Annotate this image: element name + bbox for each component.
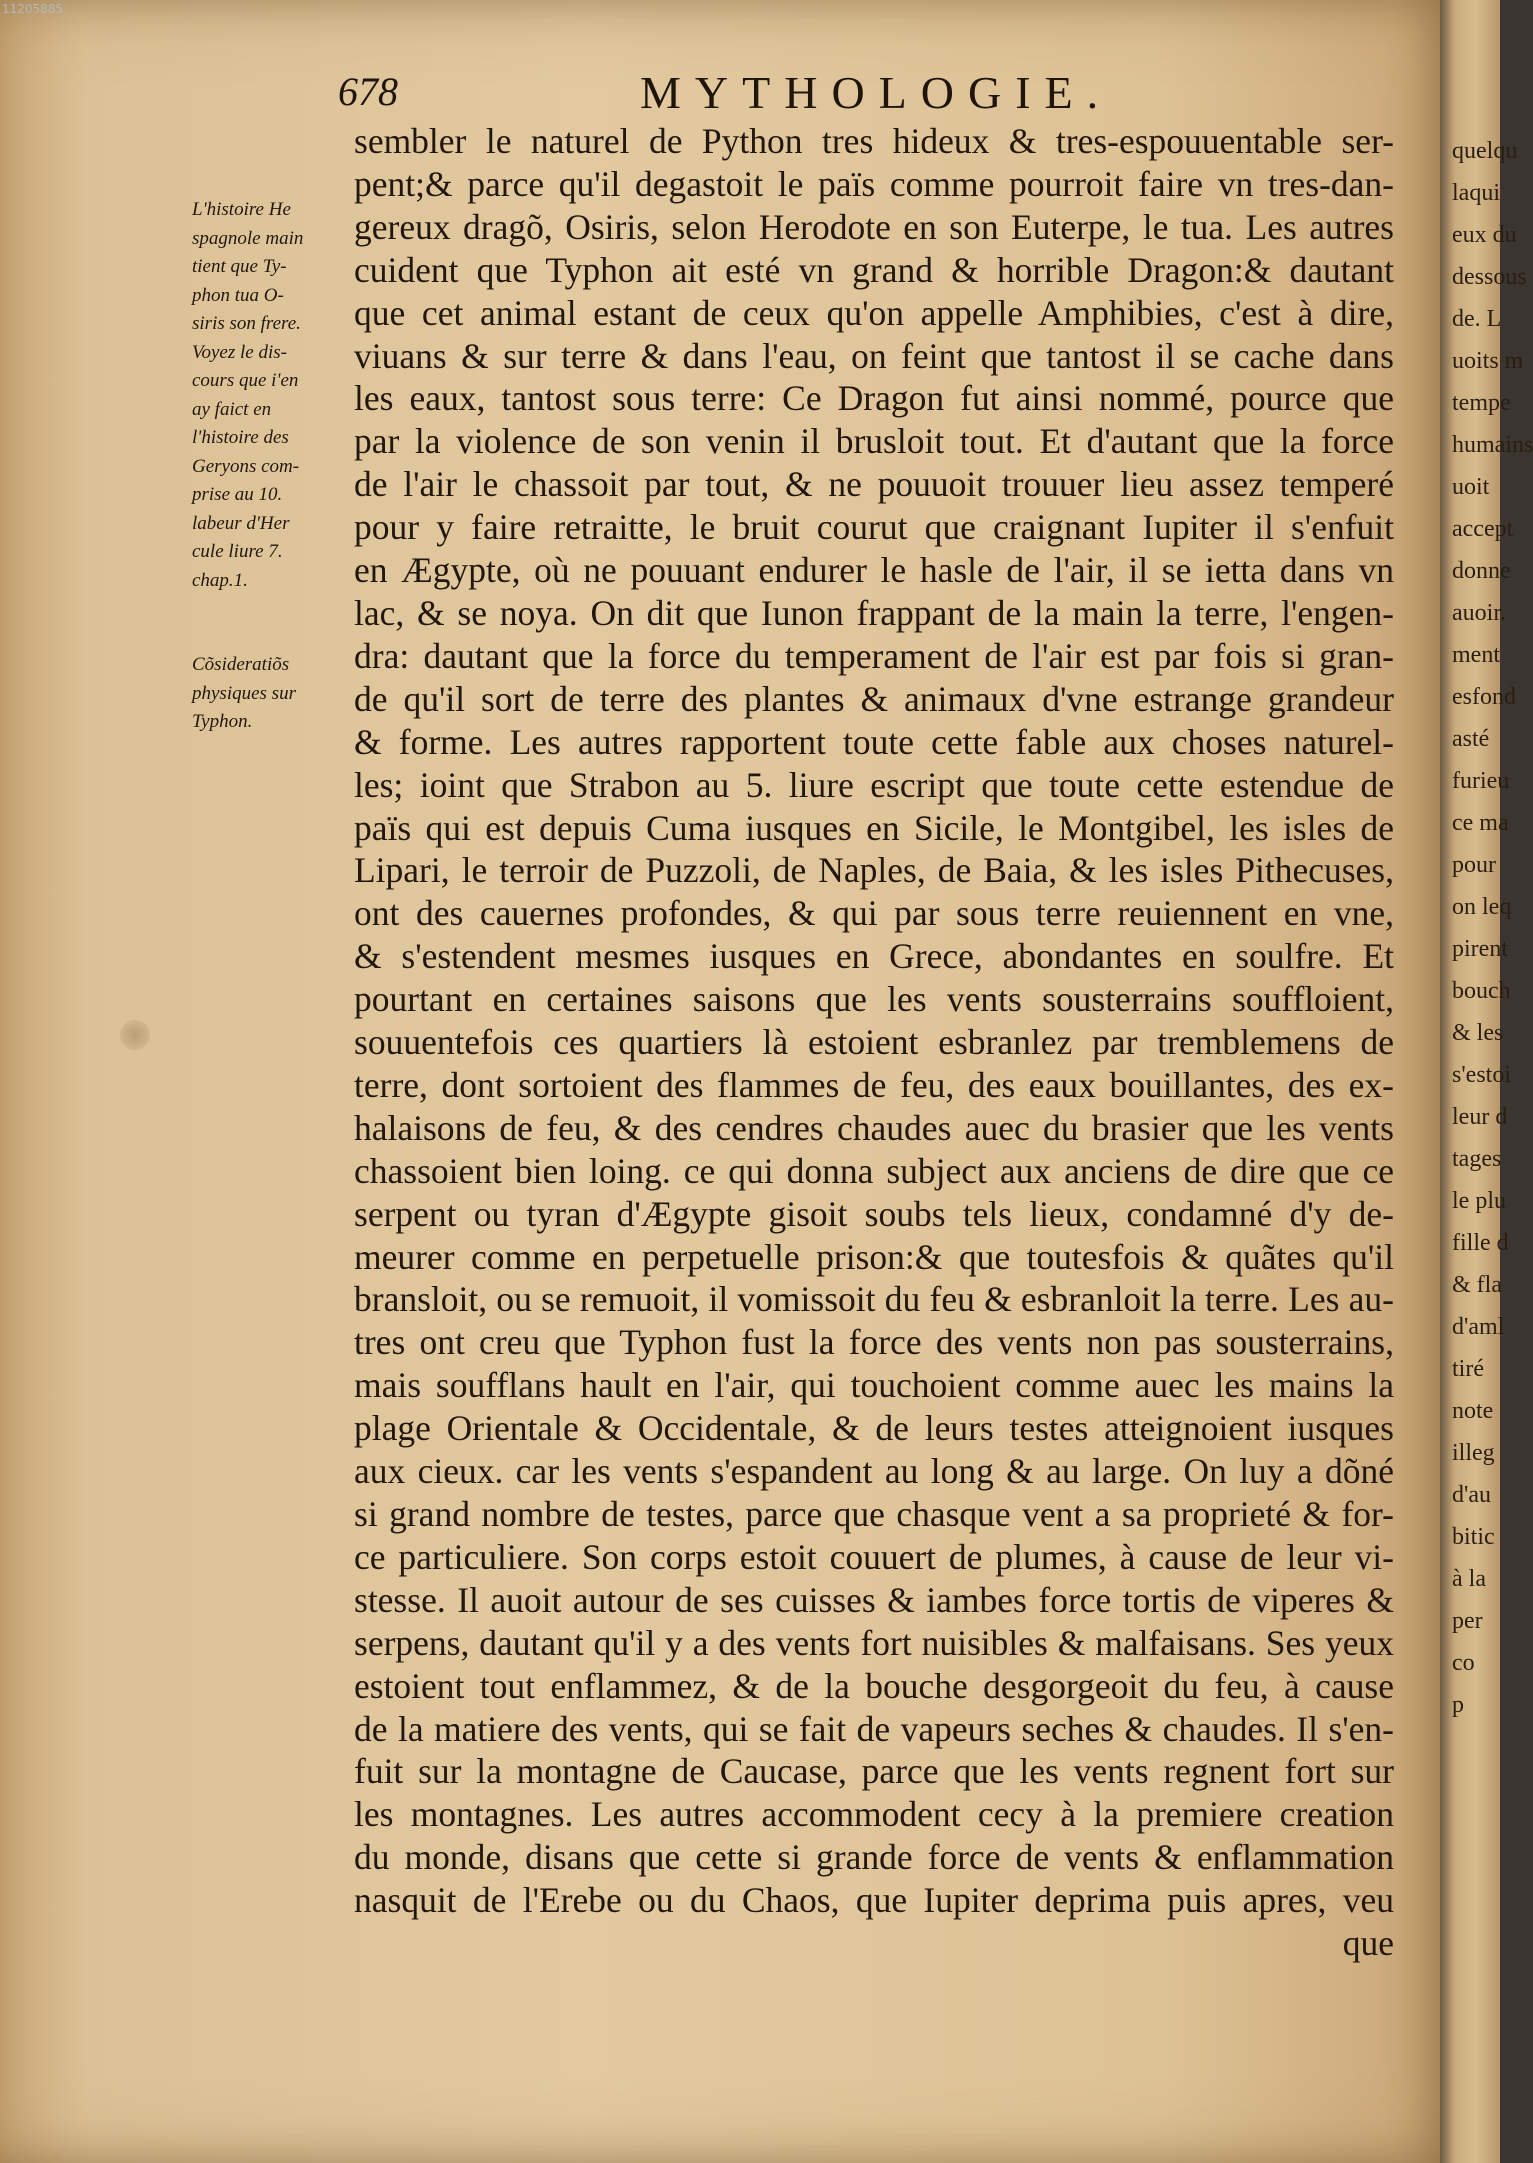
adjacent-fragment: uoits m [1452,348,1524,374]
margin-note-line: tient que Ty- [192,256,287,277]
adjacent-fragment: accept [1452,516,1514,542]
text-line: de la matiere des vents, qui se fait de vapeurs seches & chaudes. Il s'en- [354,1708,1394,1749]
text-line: plage Orientale & Occidentale, & de leurs testes atteignoient iusques [354,1408,1394,1449]
running-head: MYTHOLOGIE. [640,67,1113,118]
adjacent-fragment: pirent [1452,936,1508,962]
adjacent-fragment: co [1452,1650,1475,1676]
margin-note-line: Voyez le dis- [192,341,287,363]
adjacent-fragment: d'aml [1452,1314,1505,1340]
adjacent-fragment: tempe [1452,390,1511,416]
adjacent-fragment: dessous [1452,264,1527,290]
margin-note-line: ay faict en [192,398,272,420]
text-line: Lipari, le terroir de Puzzoli, de Naples, de Baia, & les isles Pithecuses, [354,850,1394,891]
text-line: dra: dautant que la force du temperament de l'air est par fois si gran- [354,635,1394,676]
margin-note-line: spagnole main [192,227,304,249]
text-line: de l'air le chassoit par tout, & ne pouuoit trouuer lieu assez temperé [354,464,1394,505]
adjacent-fragment: furieu [1452,768,1510,794]
text-line: pour y faire retraitte, le bruit courut que craignant Iupiter il s'enfuit [354,507,1394,548]
text-line: en Ægypte, où ne pouuant endurer le hasle de l'air, il se ietta dans vn [354,550,1394,591]
text-line: gereux dragõ, Osiris, selon Herodote en son Euterpe, le tua. Les autres [354,206,1394,247]
margin-note-line: cule liure 7. [192,541,283,562]
margin-note-line: physiques sur [192,682,296,704]
adjacent-fragment: le plu [1452,1188,1506,1214]
text-line: souuentefois ces quartiers là estoient esbranlez par tremblemens de [354,1022,1394,1063]
text-line: terre, dont sortoient des flammes de feu, des eaux bouillantes, des ex- [354,1064,1394,1105]
adjacent-fragment: ce ma [1452,810,1509,836]
adjacent-fragment: de. L [1452,306,1502,332]
text-line: serpent ou tyran d'Ægypte gisoit soubs tels lieux, condamné d'y de- [354,1193,1394,1234]
text-line: que [1342,1923,1394,1964]
text-line: aux cieux. car les vents s'espandent au long & au large. On luy a dõné [354,1451,1394,1492]
adjacent-fragment: donne [1452,558,1511,584]
adjacent-fragment: s'estoi [1452,1062,1511,1088]
text-line: ont des cauernes profondes, & qui par sous terre reuiennent en vne, [354,893,1394,934]
text-line: nasquit de l'Erebe ou du Chaos, que Iupiter deprima puis apres, veu [354,1880,1394,1921]
margin-note-line: Cõsideratiõs [192,654,290,675]
text-line: si grand nombre de testes, parce que chasque vent a sa proprieté & for- [354,1494,1394,1534]
margin-note-line: cours que i'en [192,370,299,391]
scan-id: 11205885 [2,2,64,16]
text-line: païs qui est depuis Cuma iusques en Sicile, le Montgibel, les isles de [354,807,1394,848]
margin-note-line: L'histoire He [192,199,291,220]
text-line: stesse. Il auoit autour de ses cuisses & iambes force tortis de viperes & [354,1579,1394,1620]
text-line: ce particuliere. Son corps estoit couuert de plumes, à cause de leur vi- [354,1536,1394,1577]
adjacent-fragment: ment [1452,642,1500,668]
text-line: meurer comme en perpetuelle prison:& que toutesfois & quãtes qu'il [354,1236,1394,1277]
margin-note-line: Geryons com- [192,455,300,477]
adjacent-fragment: illeg [1452,1440,1495,1466]
page-number: 678 [338,69,398,114]
text-line: estoient tout enflammez, & de la bouche desgorgeoit du feu, à cause [354,1665,1394,1706]
adjacent-fragment: on leq [1452,894,1512,920]
margin-notes [192,196,352,737]
adjacent-fragment: & les [1452,1020,1504,1046]
text-line: & s'estendent mesmes iusques en Grece, abondantes en soulfre. Et [354,936,1394,977]
text-line: du monde, disans que cette si grande force de vents & enflammation [354,1837,1394,1878]
adjacent-fragment: esfond [1452,684,1516,710]
body-text [354,120,1394,1965]
text-line: les montagnes. Les autres accommodent cecy à la premiere creation [354,1794,1394,1835]
margin-note-line: Typhon. [192,711,253,732]
adjacent-page-text [1452,130,1533,1726]
adjacent-fragment: asté [1452,726,1490,752]
text-line: cuident que Typhon ait esté vn grand & horrible Dragon:& dautant [354,249,1394,290]
adjacent-fragment: tiré [1452,1356,1484,1382]
margin-note-line: chap.1. [192,569,248,591]
adjacent-fragment: tages [1452,1146,1502,1172]
adjacent-fragment: d'au [1452,1482,1491,1508]
adjacent-fragment: quelqu [1452,138,1518,164]
text-line: chassoient bien loing. ce qui donna subject aux anciens de dire que ce [354,1150,1394,1191]
text-line: viuans & sur terre & dans l'eau, on feint que tantost il se cache dans [354,335,1394,376]
text-line: mais soufflans hault en l'air, qui touchoient comme auec les mains la [354,1365,1394,1406]
ink-smudge [120,1020,150,1050]
text-line: halaisons de feu, & des cendres chaudes auec du brasier que les vents [354,1107,1394,1148]
adjacent-fragment: bitic [1452,1524,1495,1550]
text-line: pent;& parce qu'il degastoit le païs comme pourroit faire vn tres-dan- [354,163,1394,204]
text-line: & forme. Les autres rapportent toute cette fable aux choses naturel- [354,721,1394,762]
adjacent-fragment: auoir. [1452,600,1506,626]
margin-note-line: prise au 10. [192,484,283,505]
text-line: de qu'il sort de terre des plantes & animaux d'vne estrange grandeur [354,678,1394,719]
adjacent-fragment: leur d [1452,1104,1508,1130]
adjacent-fragment: eux du [1452,222,1517,248]
note-gap [192,595,352,651]
text-line: serpens, dautant qu'il y a des vents fort nuisibles & malfaisans. Ses yeux [354,1622,1394,1663]
adjacent-fragment: à la [1452,1566,1486,1592]
margin-note-line: phon tua O- [192,284,284,306]
text-line: lac, & se noya. On dit que Iunon frappant de la main la terre, l'engen- [354,592,1394,633]
margin-note-line: l'histoire des [192,427,289,448]
text-line: bransloit, ou se remuoit, il vomissoit du feu & esbranloit la terre. Les au- [354,1279,1394,1320]
adjacent-fragment: pour [1452,852,1496,878]
text-line: que cet animal estant de ceux qu'on appelle Amphibies, c'est à dire, [354,292,1394,333]
margin-note-line: labeur d'Her [192,512,290,534]
text-line: sembler le naturel de Python tres hideux & tres-espouuentable ser- [354,121,1394,161]
adjacent-fragment: laqui [1452,180,1500,206]
text-line: tres ont creu que Typhon fust la force des vents non pas sousterrains, [354,1322,1394,1363]
adjacent-fragment: bouch [1452,978,1511,1004]
adjacent-fragment: uoit [1452,474,1490,500]
adjacent-fragment: per [1452,1608,1483,1634]
adjacent-fragment: fille d [1452,1230,1509,1256]
margin-note-line: siris son frere. [192,313,301,334]
text-line: les eaux, tantost sous terre: Ce Dragon fut ainsi nommé, pource que [354,378,1394,419]
text-line: pourtant en certaines saisons que les vents sousterrains souffloient, [354,979,1394,1020]
adjacent-fragment: & fla [1452,1272,1502,1298]
text-line: les; ioint que Strabon au 5. liure escript que toute cette estendue de [354,764,1394,805]
adjacent-fragment: humains [1452,432,1533,458]
text-line: fuit sur la montagne de Caucase, parce que les vents regnent fort sur [354,1751,1394,1792]
text-line: par la violence de son venin il brusloit tout. Et d'autant que la force [354,421,1394,462]
adjacent-fragment: p [1452,1692,1464,1718]
adjacent-fragment: note [1452,1398,1494,1424]
